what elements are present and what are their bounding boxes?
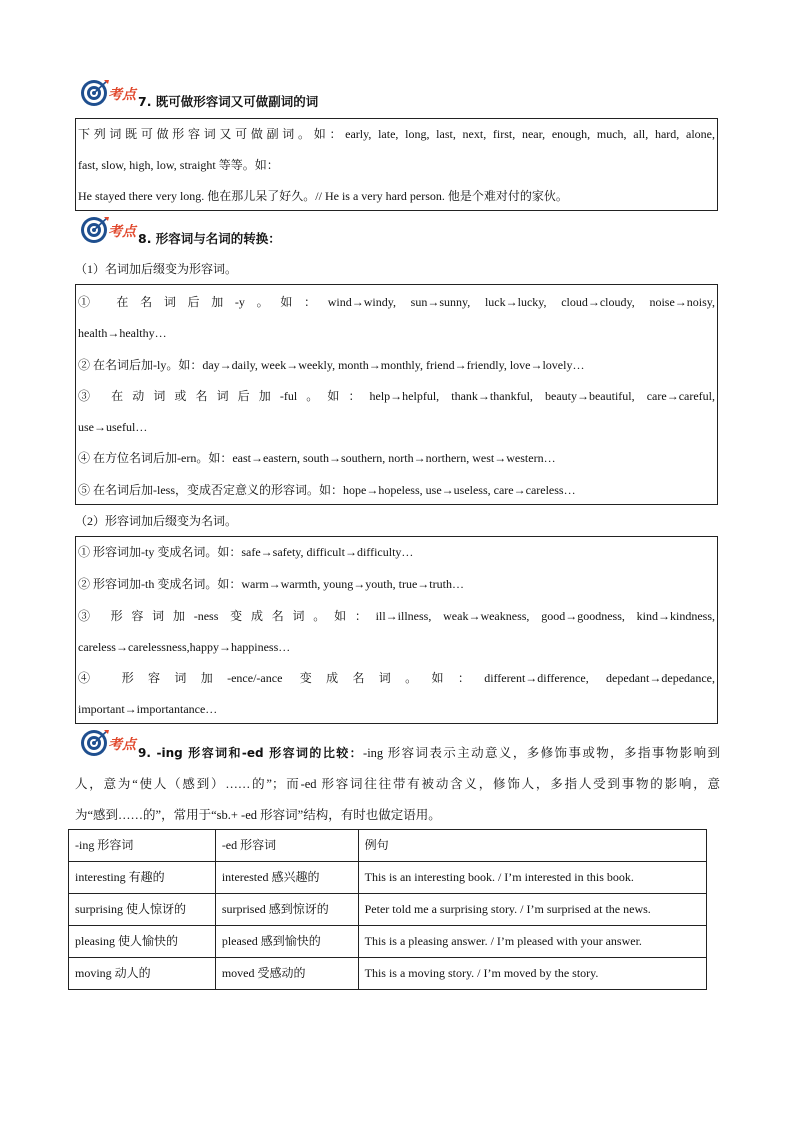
table-cell: interesting 有趣的 xyxy=(69,862,216,894)
kaodian-label: 考点 xyxy=(108,737,136,753)
noun-to-adjective-box xyxy=(75,284,718,505)
table-cell: interested 感兴趣的 xyxy=(215,862,358,894)
table-row xyxy=(69,894,707,926)
rule-item: ④ 在方位名词后加-ern。如：east→eastern, south→southern, north→northern, west→western… xyxy=(78,451,556,465)
section-9-paragraph: -ing 形容词表示主动意义，多修饰事或物，多指事物影响到 xyxy=(363,746,720,760)
table-cell: moving 动人的 xyxy=(69,958,216,990)
table-cell: moved 受感动的 xyxy=(215,958,358,990)
section-9-paragraph: 人，意为“使人（感到）……的”；而-ed 形容词往往带有被动含义，修饰人，多指人受到事物的影响，意 xyxy=(75,777,720,791)
rule-item: ② 形容词加-th 变成名词。如：warm→warmth, young→youth, true→truth… xyxy=(78,577,464,591)
section-9-title: 9. -ing 形容词和-ed 形容词的比较： xyxy=(138,746,364,760)
kaodian-label: 考点 xyxy=(108,224,136,240)
section-7-title: 7. 既可做形容词又可做副词的词 xyxy=(138,94,319,109)
section-7-line: 下列词既可做形容词又可做副词。如：early, late, long, last, next, first, near, enough, much, all, hard, alone, xyxy=(78,127,715,141)
target-icon xyxy=(80,215,110,245)
rule-item: ③ 在动词或名词后加-ful。如：help→helpful, thank→thankful, beauty→beautiful, care→careful, xyxy=(78,389,715,403)
section-9-text xyxy=(75,738,720,831)
table-header-cell: -ed 形容词 xyxy=(215,830,358,862)
kaodian-label: 考点 xyxy=(108,87,136,103)
table-cell: pleasing 使人愉快的 xyxy=(69,926,216,958)
section-8-subheading-1: （1）名词加后缀变为形容词。 xyxy=(75,262,238,276)
rule-item-continued: careless→carelessness,happy→happiness… xyxy=(78,640,291,654)
kaodian-heading-7 xyxy=(80,78,730,112)
table-header-row xyxy=(69,830,707,862)
section-7-line: fast, slow, high, low, straight 等等。如： xyxy=(78,158,279,172)
adjective-to-noun-box xyxy=(75,536,718,724)
section-9-paragraph: 为“感到……的”，常用于“sb.+ -ed 形容词”结构，有时也做定语用。 xyxy=(75,808,441,822)
table-cell: pleased 感到愉快的 xyxy=(215,926,358,958)
table-row xyxy=(69,926,707,958)
table-cell: This is a pleasing answer. / I’m pleased with your answer. xyxy=(358,926,706,958)
rule-item: ④ 形容词加-ence/-ance 变成名词。如：different→difference, depedant→depedance, xyxy=(78,671,715,685)
section-8-title: 8. 形容词与名词的转换： xyxy=(138,231,281,246)
table-cell: Peter told me a surprising story. / I’m surprised at the news. xyxy=(358,894,706,926)
table-cell: This is an interesting book. / I’m interested in this book. xyxy=(358,862,706,894)
section-8-subheading-2: （2）形容词加后缀变为名词。 xyxy=(75,514,238,528)
rule-item: ① 形容词加-ty 变成名词。如：safe→safety, difficult→difficulty… xyxy=(78,545,414,559)
section-7-box xyxy=(75,118,718,211)
table-row xyxy=(69,958,707,990)
table-cell: surprised 感到惊讶的 xyxy=(215,894,358,926)
rule-item: ③ 形容词加-ness 变成名词。如：ill→illness, weak→weakness, good→goodness, kind→kindness, xyxy=(78,609,715,623)
rule-item: ① 在名词后加-y。如：wind→windy, sun→sunny, luck→lucky, cloud→cloudy, noise→noisy, xyxy=(78,295,715,309)
table-cell: This is a moving story. / I’m moved by the story. xyxy=(358,958,706,990)
table-header-cell: -ing 形容词 xyxy=(69,830,216,862)
kaodian-heading-8 xyxy=(80,215,730,249)
section-7-example: He stayed there very long. 他在那儿呆了好久。// He is a very hard person. 他是个难对付的家伙。 xyxy=(78,189,568,203)
rule-item-continued: health→healthy… xyxy=(78,326,167,340)
rule-item-continued: use→useful… xyxy=(78,420,148,434)
target-icon xyxy=(80,78,110,108)
table-header-cell: 例句 xyxy=(358,830,706,862)
ing-ed-comparison-table xyxy=(68,829,707,990)
rule-item: ② 在名词后加-ly。如：day→daily, week→weekly, month→monthly, friend→friendly, love→lovely… xyxy=(78,358,585,372)
rule-item-continued: important→importantance… xyxy=(78,702,218,716)
rule-item: ⑤ 在名词后加-less，变成否定意义的形容词。如：hope→hopeless, use→useless, care→careless… xyxy=(78,483,576,497)
table-cell: surprising 使人惊讶的 xyxy=(69,894,216,926)
table-row xyxy=(69,862,707,894)
